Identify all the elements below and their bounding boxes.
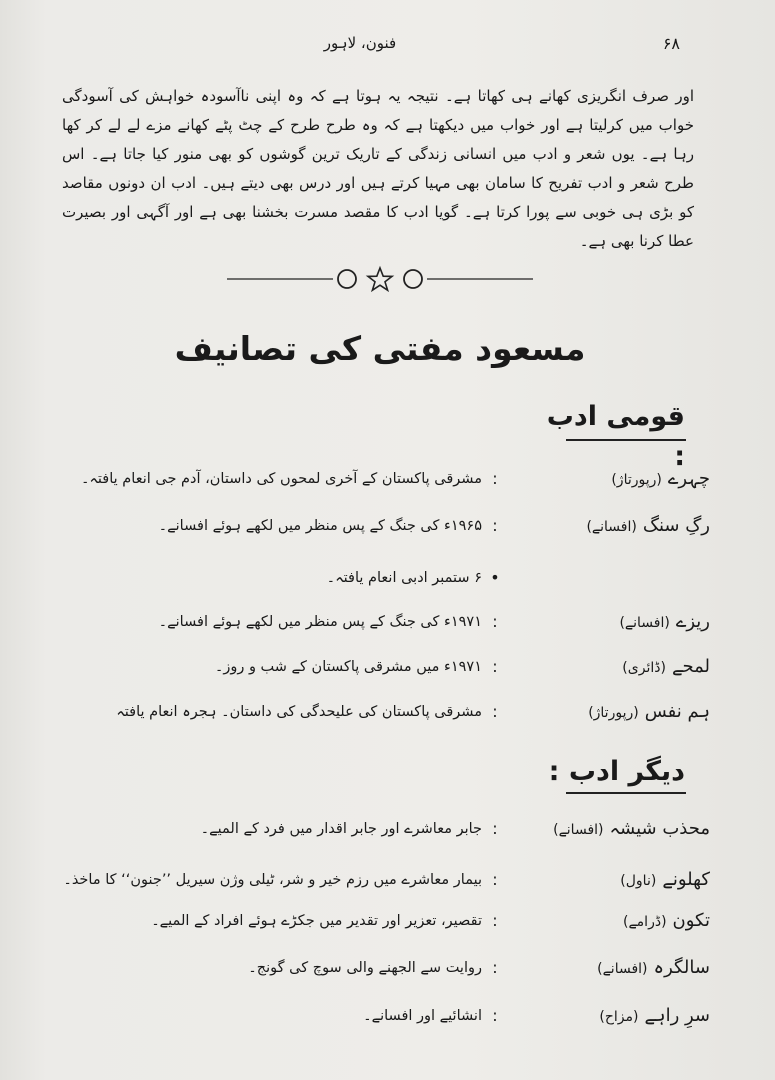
work-description: ۱۹۶۵ء کی جنگ کے پس منظر میں لکھے ہوئے افسانے۔ bbox=[158, 518, 482, 534]
work-genre: (مزاح) bbox=[599, 1009, 639, 1025]
work-name: سالگرہ bbox=[653, 957, 710, 978]
entry-separator: : bbox=[492, 657, 498, 676]
entry-separator: : bbox=[492, 911, 498, 930]
section-underline bbox=[566, 439, 686, 441]
work-description: جابر معاشرے اور جابر اقدار میں فرد کے المیے۔ bbox=[200, 821, 482, 837]
work-description: تقصیر، تعزیر اور تقدیر میں جکڑے ہوئے افراد کے المیے۔ bbox=[151, 913, 482, 929]
work-genre: (افسانے) bbox=[586, 519, 637, 535]
work-name: چہرے bbox=[667, 468, 710, 489]
list-item bbox=[70, 905, 710, 939]
work-title bbox=[540, 864, 710, 897]
work-name: ریزے bbox=[675, 611, 710, 632]
work-genre: (رپورتاژ) bbox=[588, 705, 639, 721]
list-item bbox=[70, 651, 710, 685]
section-heading-other-literature: دیگر ادب : bbox=[548, 756, 685, 787]
entry-separator: : bbox=[492, 819, 498, 838]
list-item bbox=[70, 1000, 710, 1034]
work-genre: (ڈرامے) bbox=[623, 914, 667, 930]
main-heading: مسعود مفتی کی تصانیف bbox=[174, 329, 586, 368]
work-title bbox=[540, 905, 710, 938]
work-name: لمحے bbox=[671, 656, 710, 677]
work-description: ۱۹۷۱ء میں مشرقی پاکستان کے شب و روز۔ bbox=[214, 659, 482, 675]
running-header-title: فنون، لاہور bbox=[323, 34, 397, 52]
work-title bbox=[540, 651, 710, 684]
entry-separator: : bbox=[492, 1006, 498, 1025]
work-genre: (افسانے) bbox=[619, 615, 670, 631]
work-title bbox=[540, 813, 710, 846]
list-item bbox=[70, 696, 710, 730]
list-item bbox=[70, 606, 710, 640]
entry-separator: • bbox=[490, 568, 500, 587]
section-heading-national-literature: قومی ادب : bbox=[546, 401, 685, 472]
work-description: مشرقی پاکستان کے آخری لمحوں کی داستان، آدم جی انعام یافتہ۔ bbox=[80, 471, 482, 487]
entry-separator: : bbox=[492, 702, 498, 721]
work-name: محذب شیشہ bbox=[609, 818, 710, 839]
work-title bbox=[540, 510, 710, 543]
list-item bbox=[70, 510, 710, 544]
list-item bbox=[70, 813, 710, 847]
work-name: رگِ سنگ bbox=[642, 515, 710, 536]
work-title bbox=[540, 952, 710, 985]
intro-paragraph: اور صرف انگریزی کھانے ہی کھاتا ہے۔ نتیجہ یہ ہوتا ہے کہ وہ اپنی ناآسودہ خواہش کی آسودگی خواب میں کرلیتا ہے اور خواب میں دیکھتا ہے کہ وہ طرح طرح کے چٹ پٹے کھانے مزے لے لے کر کھا رہا ہے۔ یوں شعر و ادب میں انسانی زندگی کے تاریک ترین گوشوں کو بھی منور کیا جاتا ہے۔ اس طرح شعر و ادب تفریح کا سامان بھی مہیا کرتے ہیں اور درس بھی دیتے ہیں۔ ادب ان دونوں مقاصد کو بڑی ہی خوبی سے پورا کرتا ہے۔ گویا ادب کا مقصد مسرت بخشنا بھی ہے اور آگہی اور بصیرت عطا کرنا بھی ہے۔ bbox=[62, 87, 694, 250]
work-description: ۶ ستمبر ادبی انعام یافتہ۔ bbox=[326, 570, 482, 586]
work-description: ۱۹۷۱ء کی جنگ کے پس منظر میں لکھے ہوئے افسانے۔ bbox=[158, 614, 482, 630]
work-genre: (افسانے) bbox=[553, 822, 604, 838]
work-name: سرِ راہے bbox=[644, 1005, 710, 1026]
entry-separator: : bbox=[492, 469, 498, 488]
work-genre: (رپورتاژ) bbox=[611, 472, 662, 488]
work-title bbox=[540, 1000, 710, 1033]
entry-separator: : bbox=[492, 612, 498, 631]
work-description: انشائیے اور افسانے۔ bbox=[363, 1008, 482, 1024]
page-number: ۶۸ bbox=[662, 34, 680, 53]
list-item bbox=[70, 952, 710, 986]
entry-separator: : bbox=[492, 870, 498, 889]
list-item bbox=[70, 562, 710, 596]
work-description: بیمار معاشرے میں رزم خیر و شر، ٹیلی وژن سیریل ’’جنون‘‘ کا ماخذ۔ bbox=[63, 872, 482, 888]
work-name: کھلونے bbox=[662, 869, 710, 890]
list-item bbox=[63, 864, 710, 898]
work-title bbox=[540, 606, 710, 639]
section-divider-ornament bbox=[225, 264, 535, 294]
work-title bbox=[540, 562, 710, 595]
work-name: ہم نفس bbox=[644, 701, 710, 722]
work-genre: (ناول) bbox=[620, 873, 657, 889]
section-underline bbox=[566, 792, 686, 794]
entry-separator: : bbox=[492, 958, 498, 977]
work-name: تکون bbox=[672, 910, 710, 931]
work-description: مشرقی پاکستان کی علیحدگی کی داستان۔ ہجرہ انعام یافتہ bbox=[116, 704, 482, 720]
list-item bbox=[70, 463, 710, 497]
entry-separator: : bbox=[492, 516, 498, 535]
work-genre: (ڈائری) bbox=[622, 660, 666, 676]
work-genre: (افسانے) bbox=[597, 961, 648, 977]
work-title bbox=[540, 696, 710, 729]
work-description: روایت سے الجھنے والی سوچ کی گونج۔ bbox=[248, 960, 482, 976]
work-title bbox=[540, 463, 710, 496]
